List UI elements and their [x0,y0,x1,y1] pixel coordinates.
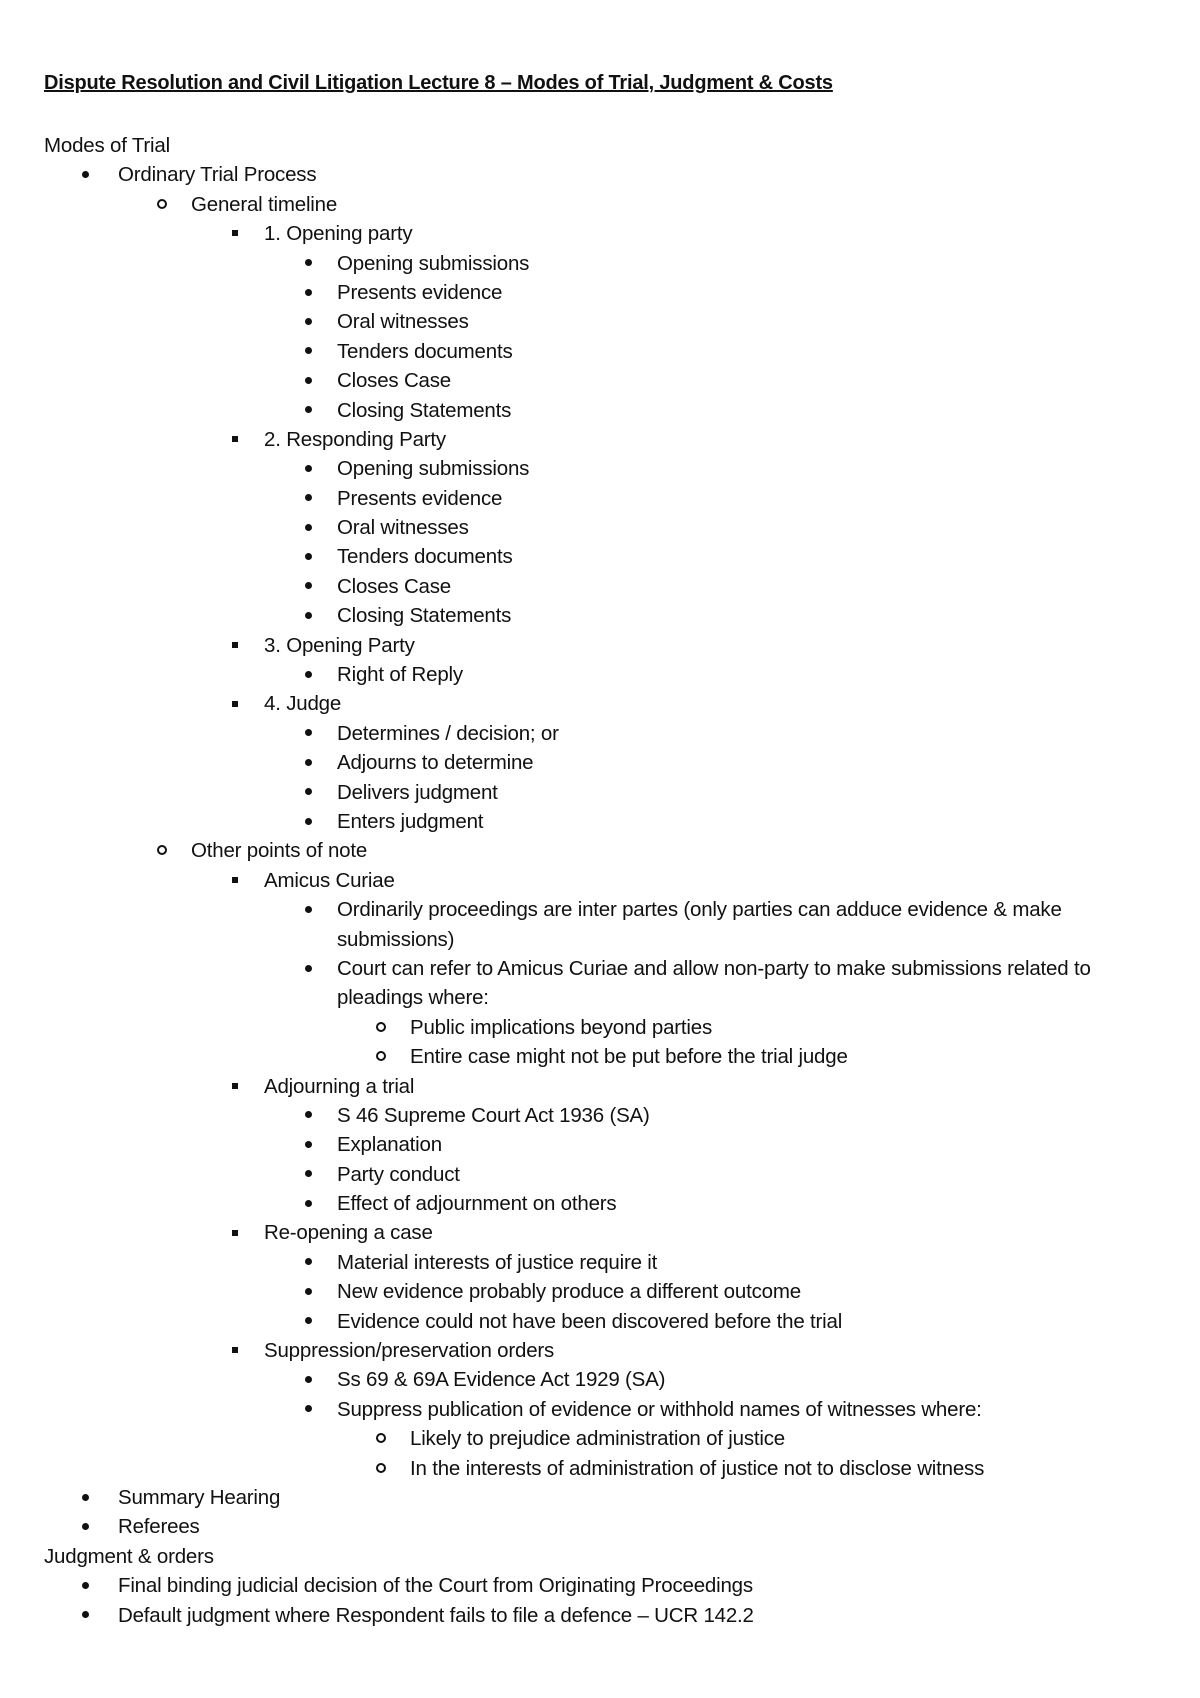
bullet-ring-icon [374,1454,388,1483]
list-item [0,366,1200,395]
list-item-continuation [0,925,1200,954]
list-item [0,719,1200,748]
bullet-dot-icon [78,1571,92,1600]
list-item-text: Ordinarily proceedings are inter partes (only parties can adduce evidence & make [337,898,1062,922]
bullet-dot-icon [301,484,315,513]
list-item-text: 4. Judge [264,692,342,716]
list-item-text: Closing Statements [337,398,512,422]
list-item [0,660,1200,689]
bullet-dot-icon [301,719,315,748]
bullet-ring-icon [374,1013,388,1042]
list-item [0,249,1200,278]
list-item-text: Oral witnesses [337,310,469,334]
list-item-text: In the interests of administration of justice not to disclose witness [410,1456,985,1480]
list-item-text: Default judgment where Respondent fails to file a defence – UCR 142.2 [118,1603,754,1627]
list-item [0,1218,1200,1247]
list-item-text: Other points of note [191,839,368,863]
document-title: Dispute Resolution and Civil Litigation Lecture 8 – Modes of Trial, Judgment & Costs [44,72,833,94]
list-item-text: General timeline [191,192,338,216]
bullet-dot-icon [301,454,315,483]
list-item-text: Material interests of justice require it [337,1250,658,1274]
list-item [0,778,1200,807]
bullet-dot-icon [301,895,315,924]
bullet-dot-icon [301,1395,315,1424]
list-item [0,1130,1200,1159]
list-item [0,425,1200,454]
bullet-dot-icon [301,1130,315,1159]
list-item-text: Tenders documents [337,545,513,569]
bullet-dot-icon [301,366,315,395]
list-item [0,807,1200,836]
bullet-dot-icon [301,1307,315,1336]
list-item [0,1601,1200,1630]
bullet-square-icon [228,219,242,248]
list-item [0,1571,1200,1600]
bullet-dot-icon [301,778,315,807]
list-item-text: Opening submissions [337,251,530,275]
list-item [0,160,1200,189]
list-item [0,954,1200,983]
list-item [0,1542,1200,1571]
list-item-text: Presents evidence [337,486,503,510]
list-item [0,307,1200,336]
list-item-text: Adjourning a trial [264,1074,415,1098]
list-item [0,131,1200,160]
list-item-text: Evidence could not have been discovered before the trial [337,1309,843,1333]
bullet-square-icon [228,1336,242,1365]
section-heading: Modes of Trial [44,134,170,157]
list-item [0,1424,1200,1453]
bullet-dot-icon [301,513,315,542]
bullet-dot-icon [301,1365,315,1394]
bullet-square-icon [228,1218,242,1247]
list-item [0,1042,1200,1071]
list-item [0,689,1200,718]
bullet-dot-icon [301,542,315,571]
bullet-dot-icon [301,1160,315,1189]
list-item [0,1013,1200,1042]
bullet-dot-icon [301,954,315,983]
list-item [0,1189,1200,1218]
list-item-text: 2. Responding Party [264,427,446,451]
list-item-text: Delivers judgment [337,780,498,804]
list-item [0,748,1200,777]
list-item [0,895,1200,924]
list-item-text: Ordinary Trial Process [118,163,317,187]
list-item [0,278,1200,307]
list-item [0,1512,1200,1541]
list-item-text: submissions) [337,927,455,951]
list-item [0,1395,1200,1424]
list-item-text: 3. Opening Party [264,633,415,657]
list-item-text: 1. Opening party [264,222,413,246]
list-item-text: Re-opening a case [264,1221,433,1245]
list-item [0,1365,1200,1394]
list-item-text: Adjourns to determine [337,751,534,775]
list-item-text: Suppress publication of evidence or withhold names of witnesses where: [337,1397,982,1421]
list-item-text: Tenders documents [337,339,513,363]
list-item-text: Closes Case [337,574,452,598]
list-item-text: Ss 69 & 69A Evidence Act 1929 (SA) [337,1368,666,1392]
list-item-text: Oral witnesses [337,516,469,540]
bullet-square-icon [228,1072,242,1101]
list-item [0,1307,1200,1336]
list-item [0,631,1200,660]
section-heading: Judgment & orders [44,1544,214,1568]
list-item [0,1072,1200,1101]
list-item-text: Enters judgment [337,809,484,833]
bullet-dot-icon [301,249,315,278]
list-item-text: New evidence probably produce a different outcome [337,1280,801,1304]
list-item [0,190,1200,219]
list-item-text: Party conduct [337,1162,460,1186]
list-item [0,1101,1200,1130]
list-item [0,1277,1200,1306]
bullet-square-icon [228,689,242,718]
bullet-square-icon [228,631,242,660]
list-item-text: Determines / decision; or [337,721,559,745]
bullet-dot-icon [301,307,315,336]
bullet-ring-icon [155,836,169,865]
list-item [0,396,1200,425]
list-item [0,513,1200,542]
list-item [0,454,1200,483]
bullet-square-icon [228,866,242,895]
list-item-text: Suppression/preservation orders [264,1339,555,1363]
bullet-dot-icon [301,1189,315,1218]
bullet-dot-icon [78,1601,92,1630]
bullet-dot-icon [301,601,315,630]
bullet-dot-icon [301,807,315,836]
list-item-text: S 46 Supreme Court Act 1936 (SA) [337,1103,650,1127]
list-item [0,1454,1200,1483]
bullet-ring-icon [155,190,169,219]
bullet-dot-icon [301,396,315,425]
bullet-ring-icon [374,1424,388,1453]
list-item-text: Explanation [337,1133,442,1157]
bullet-dot-icon [301,1101,315,1130]
list-item [0,1336,1200,1365]
list-item-text: Summary Hearing [118,1485,281,1509]
list-item-text: Right of Reply [337,663,463,687]
bullet-dot-icon [78,1483,92,1512]
bullet-dot-icon [301,337,315,366]
bullet-ring-icon [374,1042,388,1071]
list-item [0,219,1200,248]
list-item [0,1160,1200,1189]
list-item-text: pleadings where: [337,986,489,1010]
bullet-dot-icon [78,160,92,189]
list-item-text: Closes Case [337,369,452,393]
list-item-text: Effect of adjournment on others [337,1192,617,1216]
list-item [0,866,1200,895]
list-item-continuation [0,983,1200,1012]
list-item-text: Likely to prejudice administration of justice [410,1427,785,1451]
bullet-dot-icon [301,1248,315,1277]
list-item-text: Amicus Curiae [264,868,395,892]
bullet-dot-icon [301,278,315,307]
bullet-dot-icon [301,660,315,689]
list-item-text: Presents evidence [337,280,503,304]
bullet-dot-icon [301,1277,315,1306]
list-item [0,572,1200,601]
bullet-dot-icon [78,1512,92,1541]
list-item-text: Final binding judicial decision of the Court from Originating Proceedings [118,1574,753,1598]
outline-list [0,131,1200,1630]
list-item-text: Opening submissions [337,457,530,481]
bullet-dot-icon [301,748,315,777]
list-item-text: Referees [118,1515,200,1539]
list-item-text: Public implications beyond parties [410,1015,713,1039]
list-item [0,601,1200,630]
list-item-text: Entire case might not be put before the trial judge [410,1045,848,1069]
list-item-text: Closing Statements [337,604,512,628]
list-item [0,1248,1200,1277]
list-item [0,1483,1200,1512]
list-item [0,542,1200,571]
list-item [0,484,1200,513]
list-item [0,836,1200,865]
bullet-square-icon [228,425,242,454]
list-item-text: Court can refer to Amicus Curiae and allow non-party to make submissions related to [337,956,1091,980]
bullet-dot-icon [301,572,315,601]
list-item [0,337,1200,366]
